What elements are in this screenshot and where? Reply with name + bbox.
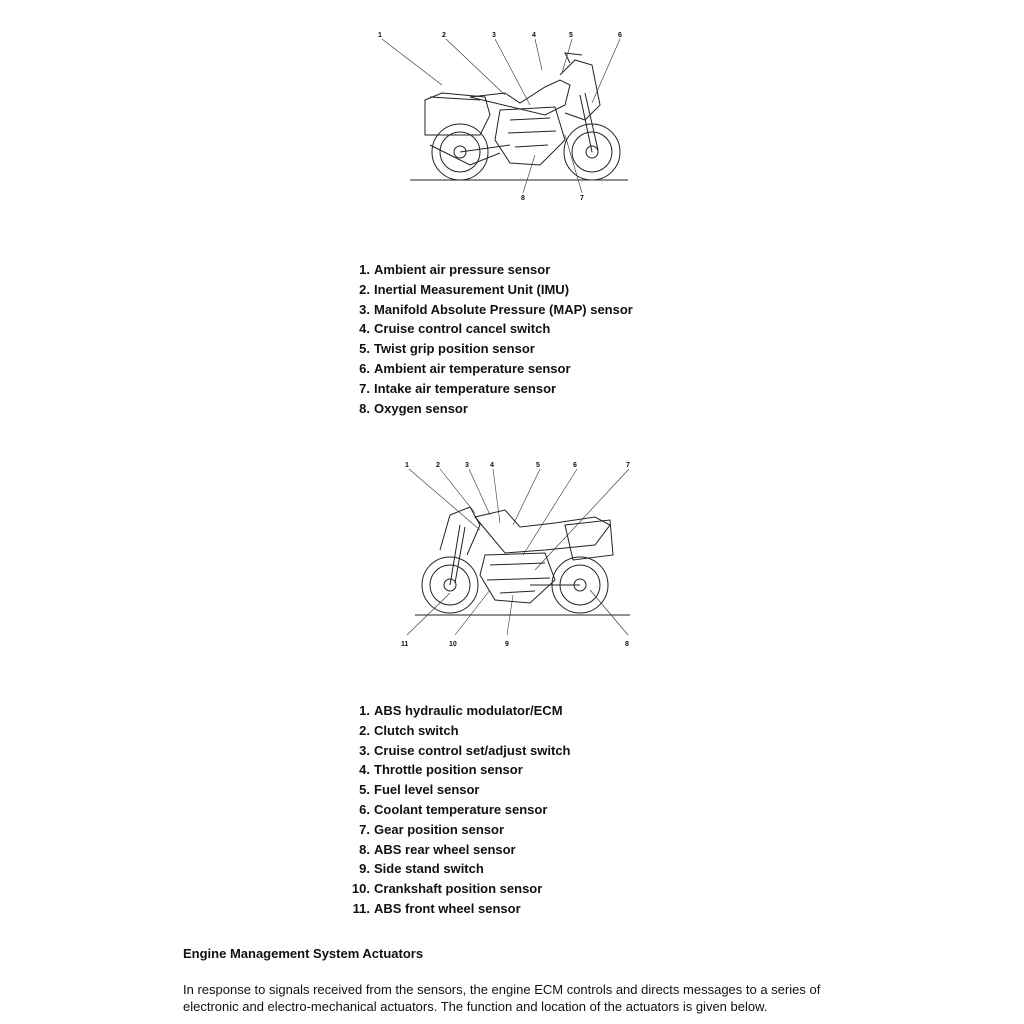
front-fork bbox=[580, 93, 598, 152]
callout-11: 11 bbox=[401, 641, 409, 648]
fairing bbox=[440, 507, 480, 555]
callout-1: 1 bbox=[405, 462, 409, 469]
callout-6: 6 bbox=[618, 32, 622, 39]
callout-3: 3 bbox=[492, 32, 496, 39]
legend-item: 8. ABS rear wheel sensor bbox=[359, 841, 516, 857]
fairing bbox=[560, 60, 600, 120]
callout-6: 6 bbox=[573, 462, 577, 469]
callout-8: 8 bbox=[625, 641, 629, 648]
legend-2 bbox=[340, 701, 571, 919]
callout-7: 7 bbox=[626, 462, 630, 469]
legend-item: 7. Gear position sensor bbox=[359, 821, 505, 837]
legend-item: 8. Oxygen sensor bbox=[359, 400, 468, 416]
figure-1-callouts bbox=[378, 32, 622, 202]
pannier bbox=[565, 520, 613, 560]
callout-9: 9 bbox=[505, 641, 509, 648]
callout-5: 5 bbox=[569, 32, 573, 39]
figure-1-motorcycle-right-side bbox=[370, 25, 640, 210]
front-fork bbox=[450, 525, 465, 585]
callout-2: 2 bbox=[436, 462, 440, 469]
legend-item: 6. Ambient air temperature sensor bbox=[359, 360, 571, 376]
legend-item: 3. Cruise control set/adjust switch bbox=[359, 742, 571, 758]
section-heading: Engine Management System Actuators bbox=[183, 946, 424, 961]
legend-item: 5. Fuel level sensor bbox=[359, 782, 480, 798]
legend-item: 1. ABS hydraulic modulator/ECM bbox=[359, 703, 563, 718]
callout-7: 7 bbox=[580, 195, 584, 202]
callout-4: 4 bbox=[490, 462, 494, 469]
motorcycle-drawing-2 bbox=[395, 455, 645, 655]
section-paragraph: In response to signals received from the sensors, the engine ECM controls and directs messages to a series of electronic and electro-mechanical actuators. The function and location of the actuators is given below. bbox=[183, 982, 821, 1014]
callout-5: 5 bbox=[536, 462, 540, 469]
callout-3: 3 bbox=[465, 462, 469, 469]
callout-10: 10 bbox=[449, 641, 457, 648]
seat-tank bbox=[475, 510, 610, 553]
legend-item: 2. Inertial Measurement Unit (IMU) bbox=[359, 281, 570, 297]
legend-1 bbox=[340, 260, 633, 418]
legend-item: 11. ABS front wheel sensor bbox=[352, 900, 521, 916]
legend-item: 4. Cruise control cancel switch bbox=[359, 321, 551, 337]
legend-item: 6. Coolant temperature sensor bbox=[359, 801, 548, 817]
legend-item: 10. Crankshaft position sensor bbox=[351, 881, 543, 897]
figure-2-callouts bbox=[401, 462, 630, 648]
callout-1: 1 bbox=[378, 32, 382, 39]
engine bbox=[495, 107, 565, 165]
callout-8: 8 bbox=[521, 195, 525, 202]
legend-item: 5. Twist grip position sensor bbox=[359, 341, 535, 357]
legend-item: 3. Manifold Absolute Pressure (MAP) sensor bbox=[359, 301, 633, 317]
legend-item: 4. Throttle position sensor bbox=[359, 762, 523, 778]
callout-4: 4 bbox=[532, 32, 536, 39]
legend-item: 1. Ambient air pressure sensor bbox=[359, 262, 551, 277]
legend-item: 2. Clutch switch bbox=[359, 722, 459, 738]
motorcycle-drawing-1 bbox=[370, 25, 640, 210]
legend-item: 7. Intake air temperature sensor bbox=[359, 380, 557, 396]
legend-item: 9. Side stand switch bbox=[359, 861, 484, 877]
callout-2: 2 bbox=[442, 32, 446, 39]
figure-2-motorcycle-left-side bbox=[395, 455, 645, 655]
